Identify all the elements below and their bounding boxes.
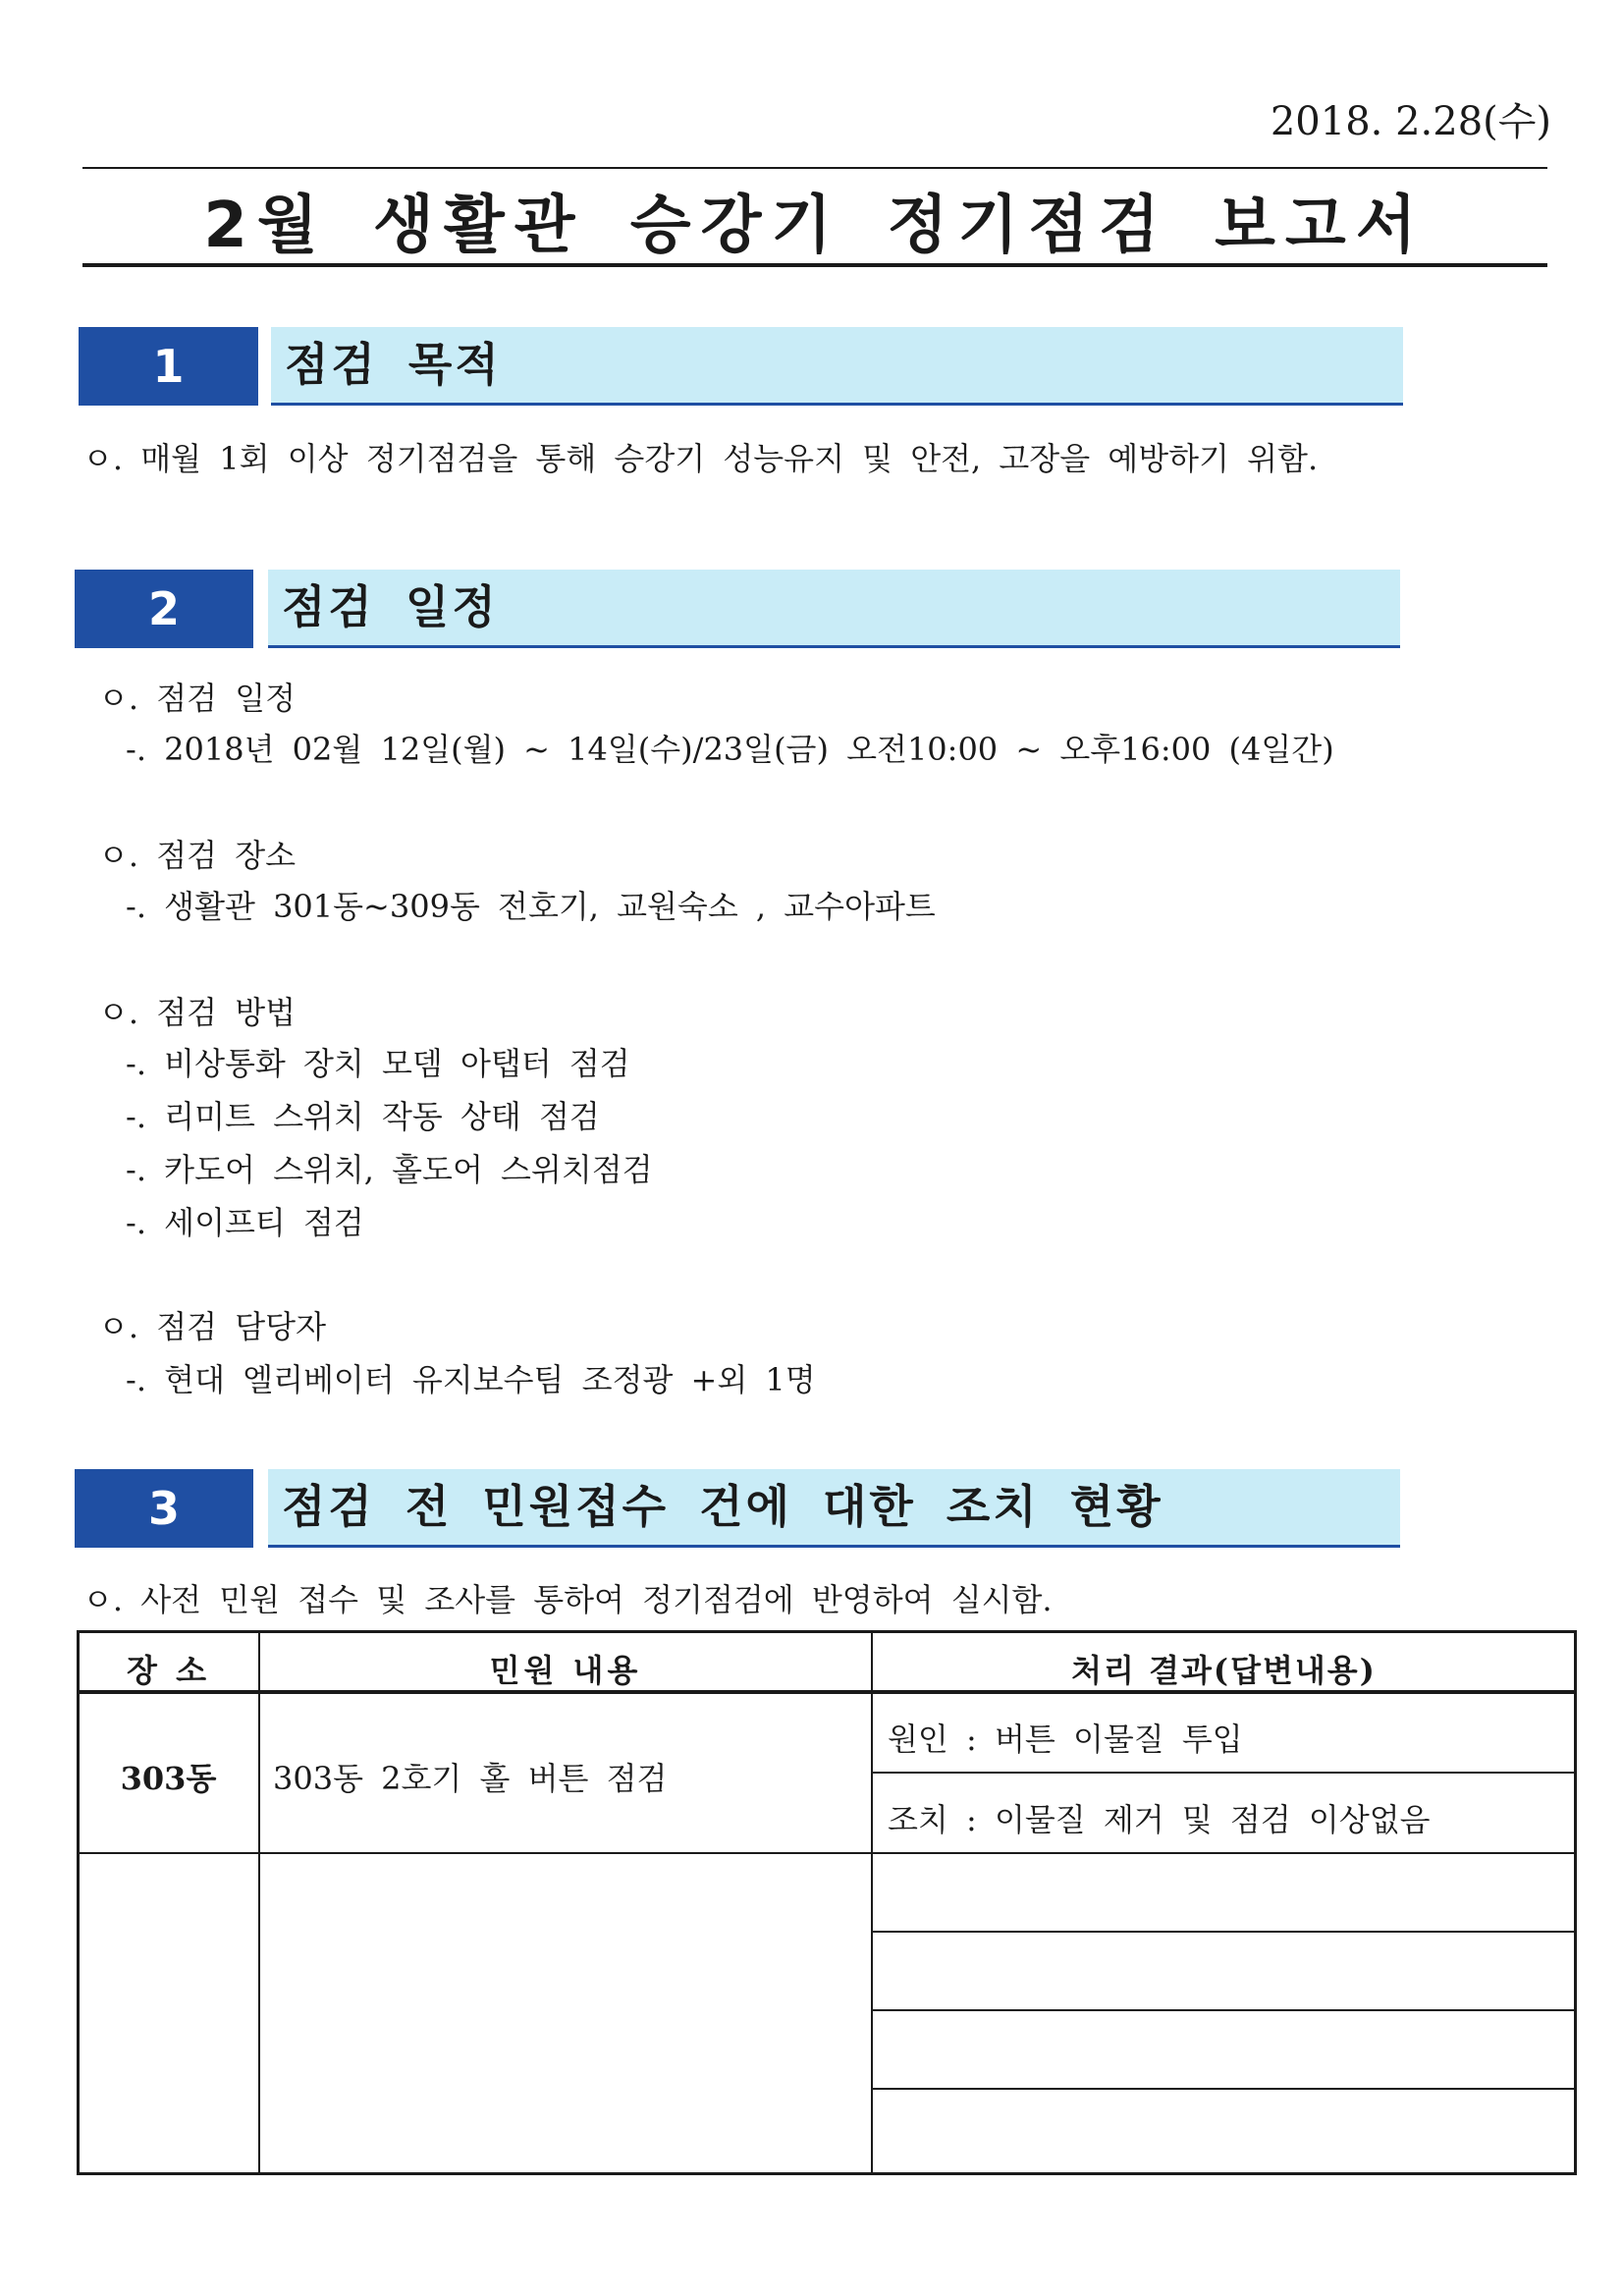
schedule-date-line: -. 2018년 02월 12일(월) ~ 14일(수)/23일(금) 오전10:00 ~ 오후16:00 (4일간) (126, 731, 1334, 768)
schedule-method-line-4: -. 세이프티 점검 (126, 1204, 364, 1241)
purpose-text: ㅇ. 매월 1회 이상 정기점검을 통해 승강기 성능유지 및 안전, 고장을 예방하기 위함. (82, 440, 1319, 477)
schedule-place-label: ㅇ. 점검 장소 (98, 837, 297, 874)
schedule-method-line-3: -. 카도어 스위치, 홀도어 스위치점검 (126, 1151, 653, 1188)
table-col-divider-1 (258, 1630, 260, 2175)
table-cell-content: 303동 2호기 홀 버튼 점검 (273, 1760, 668, 1797)
table-row-rule (871, 2009, 1577, 2011)
schedule-method-label: ㅇ. 점검 방법 (98, 994, 297, 1031)
page-title: 2월 생활관 승강기 정기점검 보고서 (203, 190, 1427, 262)
table-row-rule (77, 1852, 1577, 1854)
schedule-method-line-2: -. 리미트 스위치 작동 상태 점검 (126, 1098, 600, 1135)
title-bottom-rule (82, 263, 1547, 267)
table-row-rule (871, 1772, 1577, 1774)
table-cell-location: 303동 (120, 1760, 217, 1797)
table-col-divider-2 (871, 1630, 873, 2175)
section-1-number: 1 (79, 327, 258, 406)
section-1-heading: 점검 목적 (271, 327, 1403, 406)
section-3-number: 3 (75, 1469, 253, 1548)
table-header-location: 장 소 (127, 1652, 210, 1689)
schedule-place-line: -. 생활관 301동~309동 전호기, 교원숙소 , 교수아파트 (126, 888, 936, 925)
table-cell-result-cause: 원인 : 버튼 이물질 투입 (888, 1721, 1243, 1758)
complaints-table (77, 1630, 1577, 2175)
complaints-intro: ㅇ. 사전 민원 접수 및 조사를 통하여 정기점검에 반영하여 실시함. (82, 1581, 1053, 1618)
schedule-staff-line: -. 현대 엘리베이터 유지보수팀 조정광 +외 1명 (126, 1361, 816, 1398)
table-row-rule (871, 2088, 1577, 2090)
table-row-rule (871, 1931, 1577, 1933)
schedule-date-label: ㅇ. 점검 일정 (98, 680, 297, 717)
title-top-rule (82, 167, 1547, 169)
section-3-heading: 점검 전 민원접수 건에 대한 조치 현황 (268, 1469, 1400, 1548)
schedule-staff-label: ㅇ. 점검 담당자 (98, 1308, 326, 1345)
schedule-method-line-1: -. 비상통화 장치 모뎀 아탭터 점검 (126, 1045, 630, 1082)
table-cell-result-action: 조치 : 이물질 제거 및 점검 이상없음 (888, 1801, 1431, 1838)
table-header-content: 민원 내용 (489, 1652, 642, 1689)
section-2-number: 2 (75, 570, 253, 648)
report-date: 2018. 2.28(수) (1270, 99, 1551, 144)
section-2-heading: 점검 일정 (268, 570, 1400, 648)
table-header-result: 처리 결과(답변내용) (1071, 1652, 1377, 1689)
